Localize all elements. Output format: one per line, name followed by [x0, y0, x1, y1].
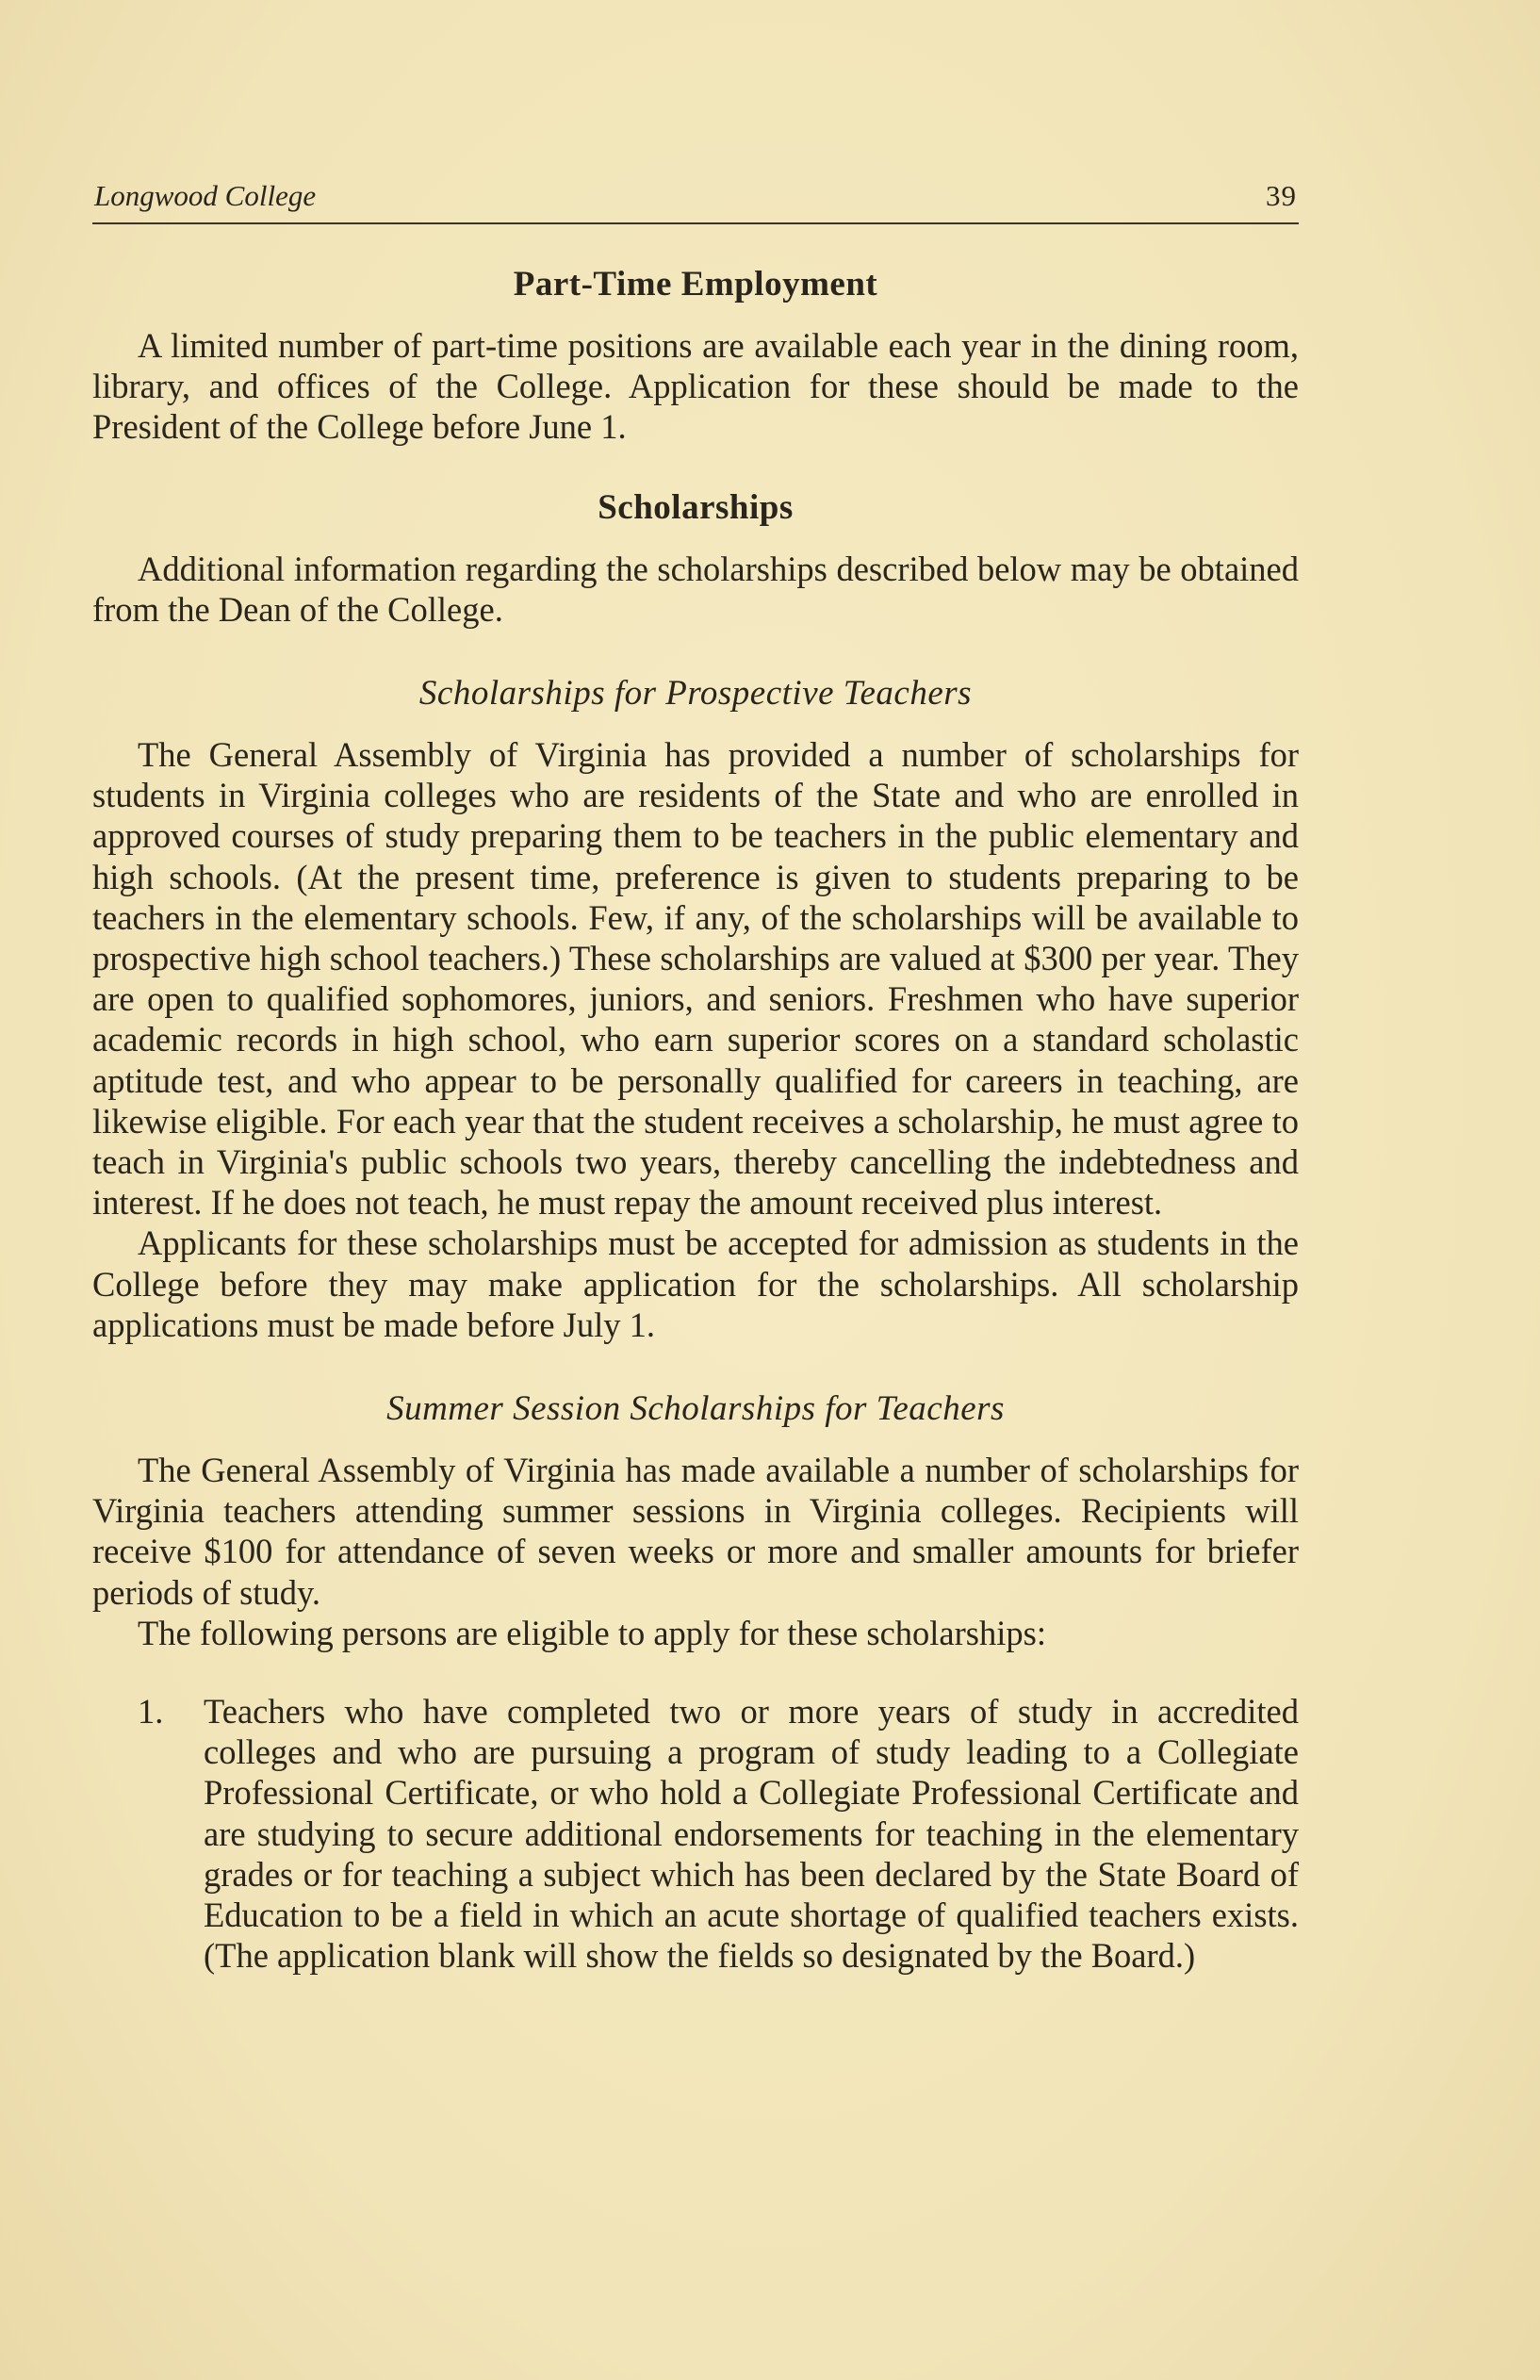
running-header	[92, 179, 1299, 224]
summer-session-paragraph: The following persons are eligible to apply for these scholarships:	[138, 1613, 1046, 1652]
subheading-summer-session: Summer Session Scholarships for Teachers	[386, 1389, 1005, 1429]
scholarships-paragraph: Additional information regarding the scholarships described below may be obtained from the Dean of the College.	[92, 549, 1299, 629]
list-item-text: Teachers who have completed two or more years of study in accredited colleges and who are pursuing a program of study leading to a Collegiate Professional Certificate, or who hold a Collegiate Professional Certificate and are studying to secure additional endorsements for teaching in the elementary grades or for teaching a subject which has been declared by the State Board of Education to be a field in which an acute shortage of qualified teachers exists. (The application blank will show the fields so designated by the Board.)	[204, 1692, 1299, 1976]
employment-paragraph: A limited number of part-time positions are available each year in the dining room, library, and offices of the College. Application for these should be made to the President of the College before June 1.	[92, 326, 1299, 447]
section-heading-scholarships: Scholarships	[598, 487, 794, 527]
section-heading-employment: Part-Time Employment	[513, 265, 878, 304]
prospective-teachers-paragraph: Applicants for these scholarships must be accepted for admission as students in the College before they may make application for the scholarships. All scholarship applications must be made before July 1.	[92, 1223, 1299, 1344]
running-title: Longwood College	[94, 179, 317, 212]
page-number: 39	[1266, 179, 1297, 212]
summer-session-paragraph: The General Assembly of Virginia has made available a number of scholarships for Virginia teachers attending summer sessions in Virginia colleges. Recipients will receive $100 for attendance of seven weeks or more and smaller amounts for briefer periods of study.	[92, 1451, 1299, 1612]
page-content	[92, 179, 1299, 1977]
subheading-prospective-teachers: Scholarships for Prospective Teachers	[418, 674, 973, 714]
list-item-number: 1.	[138, 1692, 164, 1732]
list-item	[92, 1691, 1299, 1976]
prospective-teachers-paragraph: The General Assembly of Virginia has provided a number of scholarships for students in Virginia colleges who are residents of the State and who are enrolled in approved courses of study preparing them to be teachers in the public elementary and high schools. (At the present time, preference is given to students preparing to be teachers in the elementary schools. Few, if any, of the scholarships will be available to prospective high school teachers.) These scholarships are valued at $300 per year. They are open to qualified sophomores, juniors, and seniors. Freshmen who have superior academic records in high school, who earn superior scores on a standard scholastic aptitude test, and who appear to be personally qualified for careers in teaching, are likewise eligible. For each year that the student receives a scholarship, he must agree to teach in Virginia's public schools two years, thereby cancelling the indebtedness and interest. If he does not teach, he must repay the amount received plus interest.	[92, 735, 1299, 1223]
eligibility-list	[92, 1691, 1299, 1976]
